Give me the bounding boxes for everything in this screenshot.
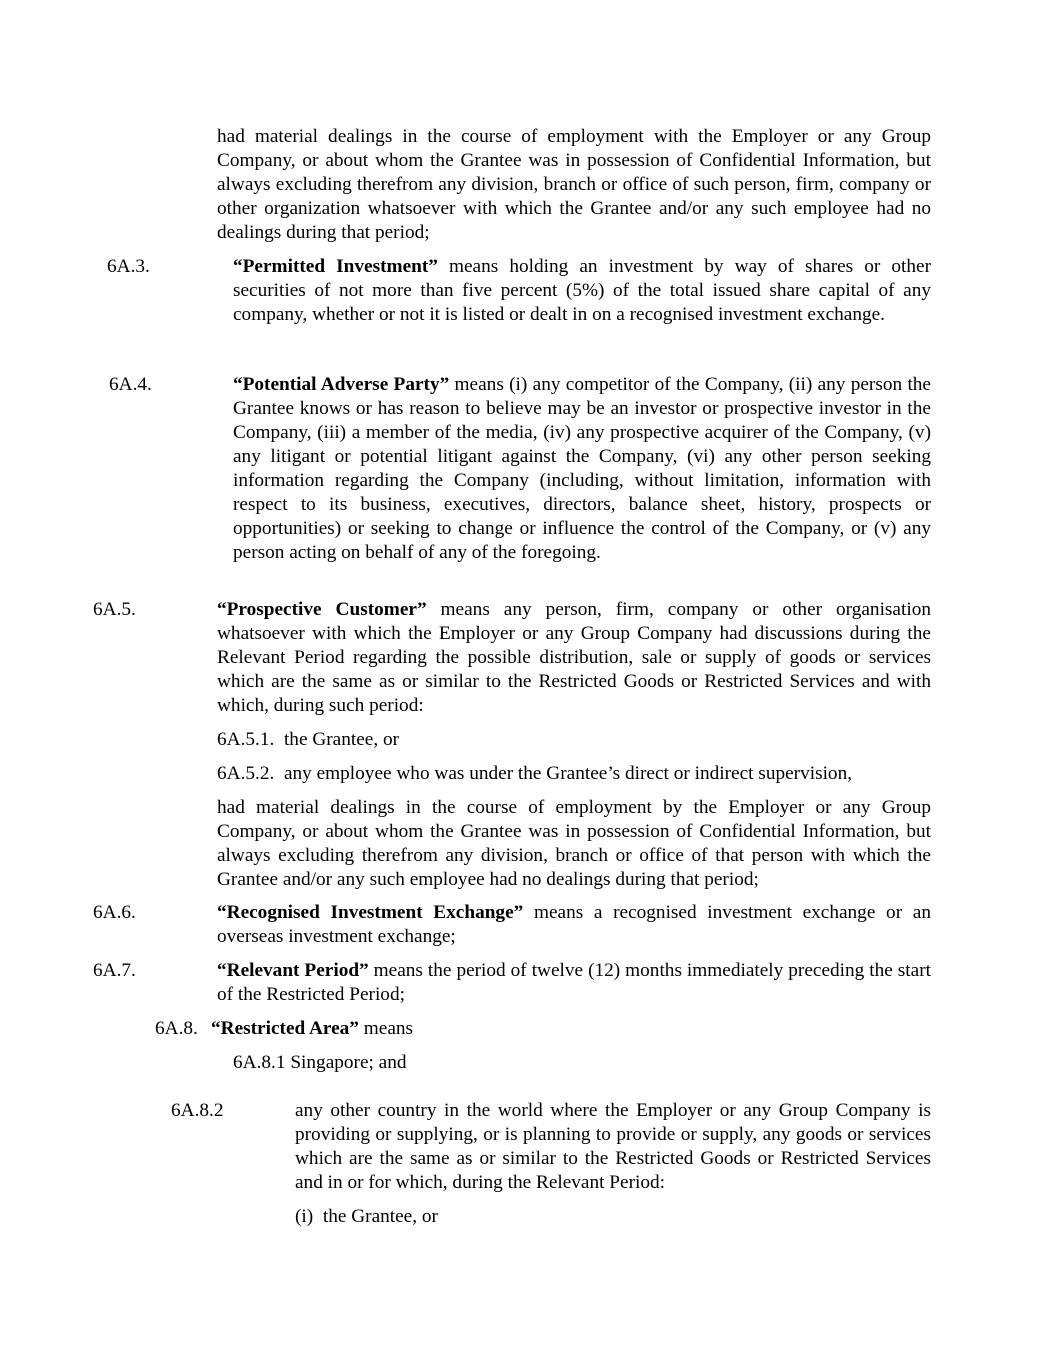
clause-number: 6A.3. [107, 256, 150, 277]
definition-text: means a recognised investment exchange or an overseas investment exchange; [217, 902, 931, 947]
subclause-number: 6A.8.1 [233, 1052, 286, 1073]
defined-term: “Potential Adverse Party” [233, 374, 450, 395]
subclause-text: the Grantee, or [283, 729, 400, 750]
clause-6a8-2 [171, 1099, 931, 1195]
definition-text: means holding an investment by way of shares or other securities of not more than five percent (5%) of the total issued share capital of any company, whether or not it is listed or dealt in on a recognised investment exchange. [233, 256, 932, 325]
clause-6a8-2-i [295, 1205, 931, 1229]
item-number: (i) [295, 1206, 314, 1227]
clause-number: 6A.6. [93, 902, 136, 923]
clause-6a5 [93, 598, 931, 718]
subclause-text: Singapore; and [290, 1052, 407, 1073]
clause-6a8 [155, 1017, 931, 1041]
clause-number: 6A.5. [93, 599, 136, 620]
defined-term: “Restricted Area” [211, 1018, 359, 1039]
clause-6a5-1 [217, 728, 931, 752]
defined-term: “Recognised Investment Exchange” [217, 902, 524, 923]
clause-6a4 [109, 373, 931, 565]
subclause-number: 6A.5.1. [217, 729, 275, 750]
item-text: the Grantee, or [322, 1206, 438, 1227]
subclause-number: 6A.8.2 [171, 1100, 224, 1121]
clause-6a8-1 [233, 1051, 931, 1075]
subclause-text: any other country in the world where the Employer or any Group Company is providing or supplying, or is planning to provide or supply, any goods or services which are the same as or similar to the Restricted Goods or Restricted Services and in or for which, during the Relevant Period: [295, 1100, 931, 1193]
definition-text: means (i) any competitor of the Company, (ii) any person the Grantee knows or has reason to believe may be an investor or prospective investor in the Company, (iii) a member of the media, (iv) any prospective acquirer of the Company, (v) any litigant or potential litigant against the Company, (vi) any other person seeking information regarding the Company (including, without limitation, information with respect to its business, executives, directors, balance sheet, history, prospects or opportunities) or seeking to change or influence the control of the Company, or (v) any person acting on behalf of any of the foregoing. [233, 374, 931, 563]
defined-term: “Prospective Customer” [217, 599, 427, 620]
subclause-number: 6A.5.2. [217, 763, 275, 784]
continuation-paragraph: had material dealings in the course of employment with the Employer or any Group Company, or about whom the Grantee was in possession of Confidential Information, but always excluding therefrom any division, branch or office of such person, firm, company or other organization whatsoever with which the Grantee and/or any such employee had no dealings during that period; [217, 126, 931, 243]
clause-6a3 [107, 255, 932, 327]
definition-text: means [358, 1018, 414, 1039]
clause-6a6 [93, 901, 931, 949]
defined-term: “Relevant Period” [217, 960, 369, 981]
clause-6a5-tail: had material dealings in the course of employment by the Employer or any Group Company, or about whom the Grantee was in possession of Confidential Information, but always excluding therefrom any division, branch or office of that person with which the Grantee and/or any such employee had no dealings during that period; [217, 797, 931, 890]
defined-term: “Permitted Investment” [233, 256, 438, 277]
clause-number: 6A.4. [109, 374, 152, 395]
definition-text: means any person, firm, company or other organisation whatsoever with which the Employer or any Group Company had discussions during the Relevant Period regarding the possible distribution, sale or supply of goods or services which are the same as or similar to the Restricted Goods or Restricted Services and with which, during such period: [217, 599, 931, 716]
clause-6a5-2 [217, 762, 931, 786]
clause-6a7 [93, 959, 931, 1007]
clause-number: 6A.8. [155, 1018, 198, 1039]
definition-text: means the period of twelve (12) months immediately preceding the start of the Restricted Period; [217, 960, 931, 1005]
subclause-text: any employee who was under the Grantee’s direct or indirect supervision, [283, 763, 853, 784]
clause-number: 6A.7. [93, 960, 136, 981]
